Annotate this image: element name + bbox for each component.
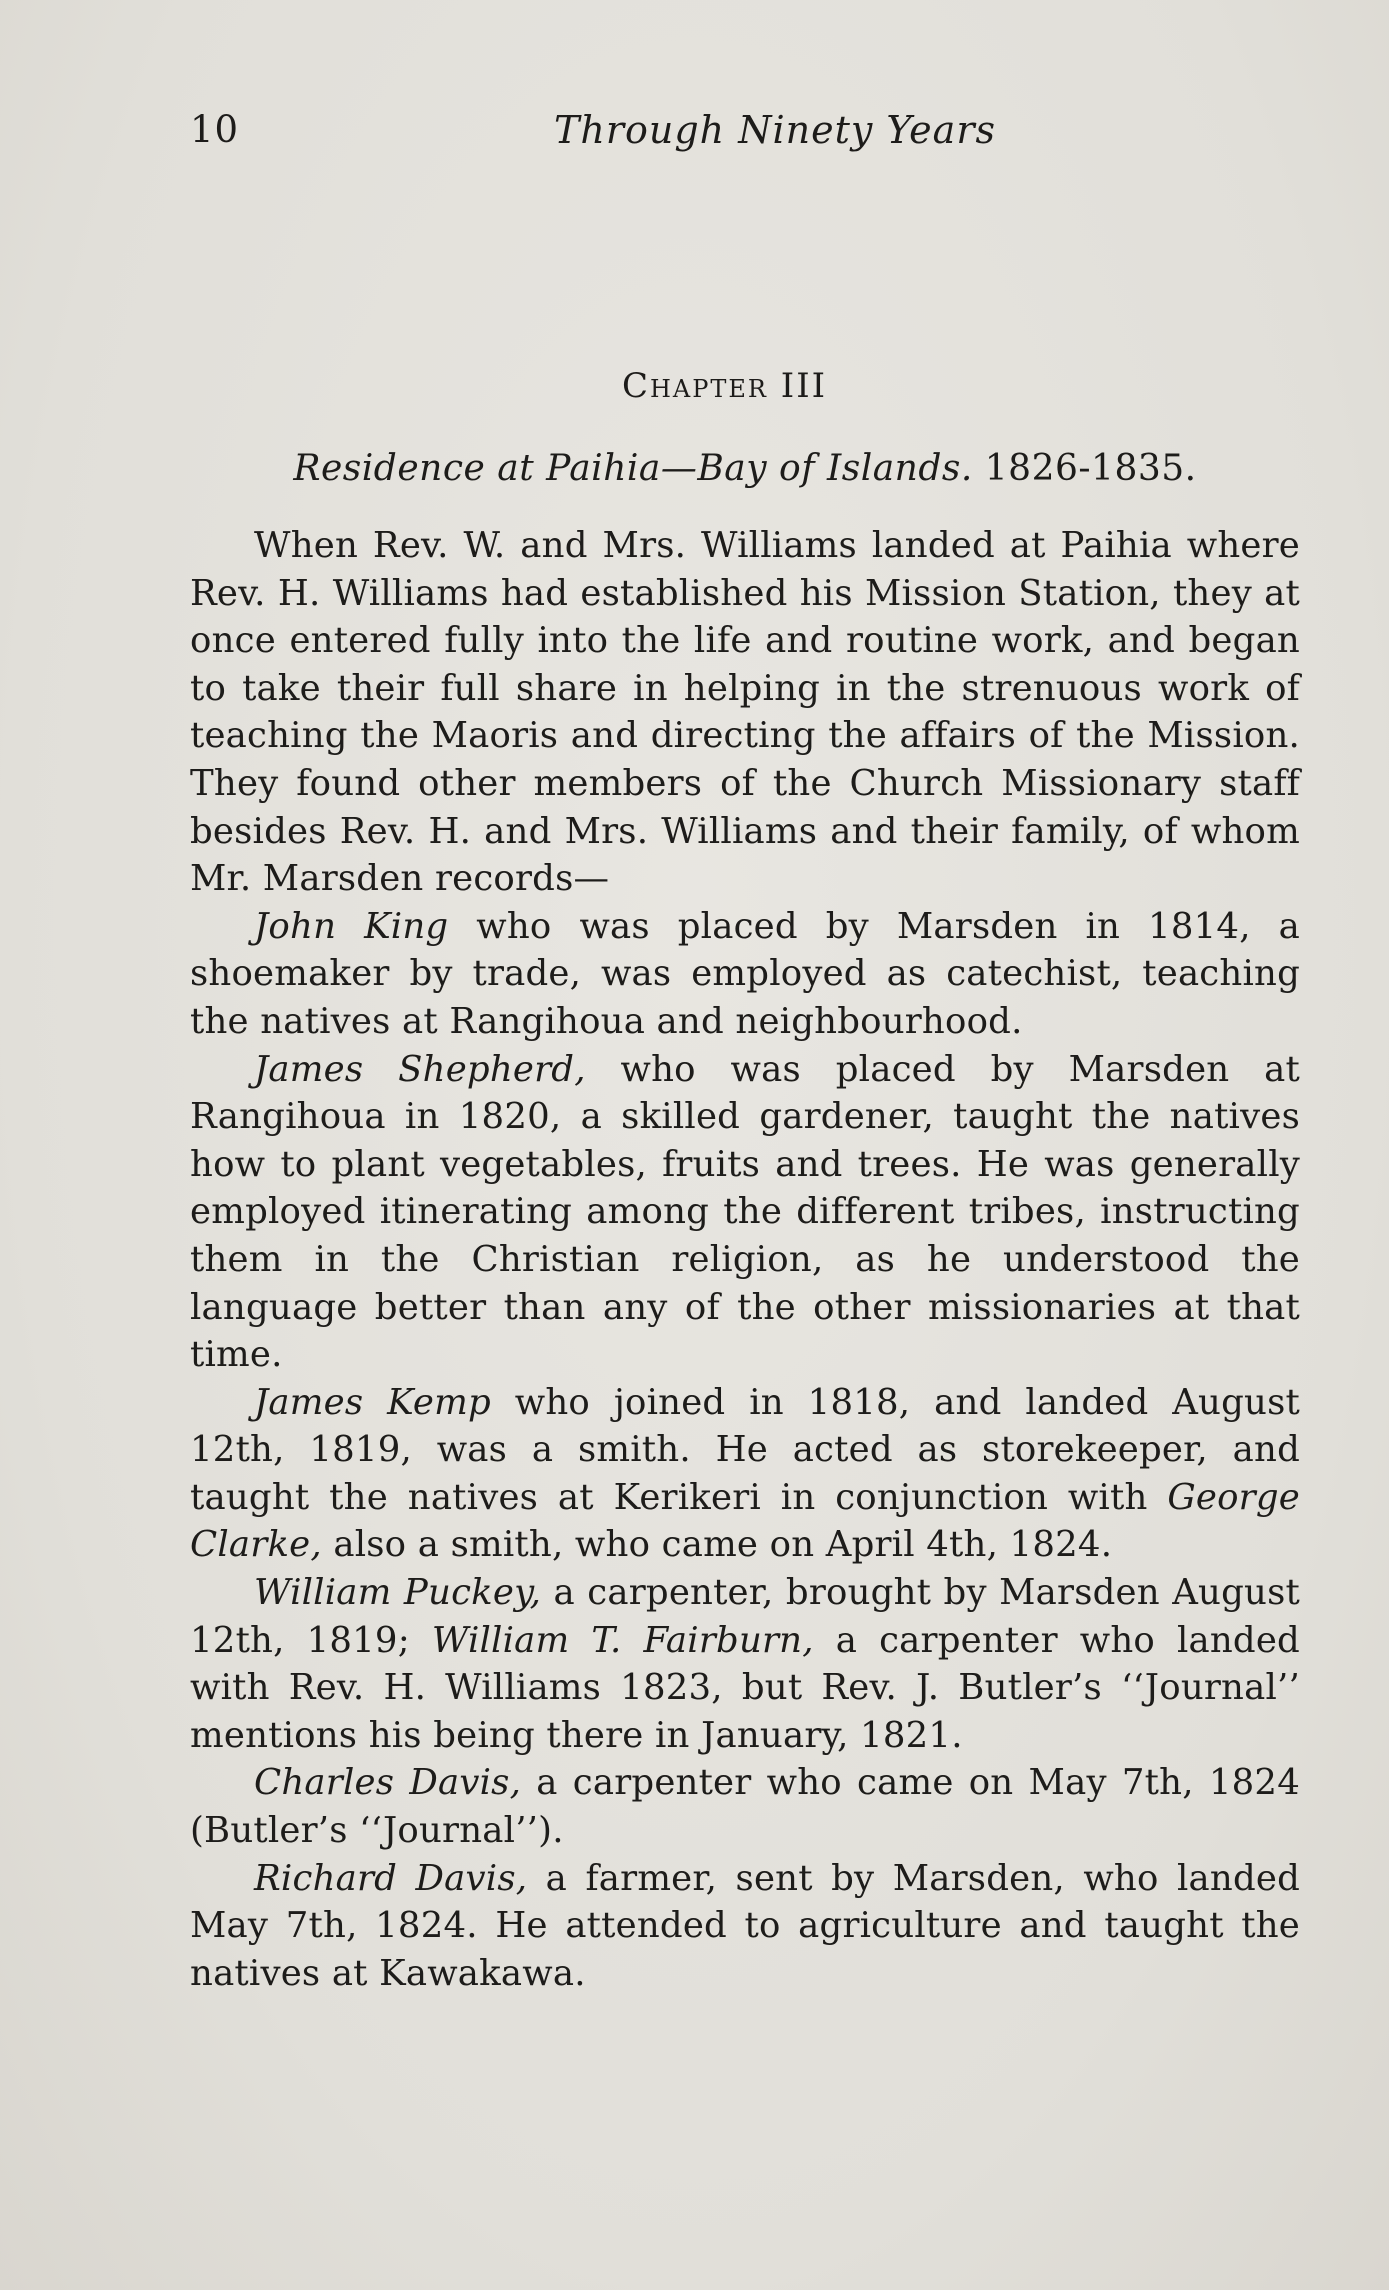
paragraph-text: who joined in 1818, and landed August 12th, 1819, was a smith. He acted as storekeeper, and taught the natives at Kerikeri in conjunction with [190, 1381, 1300, 1518]
paragraph-text: a carpenter who came on May 7th, 1824 (Butler’s ‘‘Journal’’). [190, 1762, 1300, 1852]
person-name: James Shepherd, [254, 1048, 586, 1090]
person-name: John King [254, 905, 449, 947]
chapter-subtitle-title: Residence at Paihia—Bay of Islands. [293, 448, 973, 489]
paragraph-james-kemp [190, 1379, 1300, 1569]
paragraph-john-king [190, 903, 1300, 1046]
chapter-subtitle-dates: 1826-1835. [984, 448, 1197, 489]
person-name: William Puckey, [254, 1572, 542, 1614]
body-text [190, 522, 1300, 1997]
person-name: Richard Davis, [254, 1857, 528, 1899]
paragraph-richard-davis [190, 1855, 1300, 1998]
running-title: Through Ninety Years [554, 108, 996, 152]
paragraph-text: who was placed by Marsden in 1814, a shoemaker by trade, was employed as catechist, teaching the natives at Rangihoua and neighbourhood. [190, 905, 1300, 1042]
paragraph-intro: When Rev. W. and Mrs. Williams landed at Paihia where Rev. H. Williams had established his Mission Station, they at once entered fully into the life and routine work, and began to take their full share in helping in the strenuous work of teaching the Maoris and directing the affairs of the Mission. They found other members of the Church Missionary staff besides Rev. H. and Mrs. Williams and their family, of whom Mr. Marsden records— [190, 525, 1300, 900]
paragraph-text: a farmer, sent by Marsden, who landed May 7th, 1824. He attended to agriculture and taught the natives at Kawakawa. [190, 1857, 1300, 1994]
paragraph-text: a carpenter who landed with Rev. H. Williams 1823, but Rev. J. Butler’s ‘‘Journal’’ mentions his being there in January, 1821. [190, 1619, 1300, 1756]
chapter-heading: Chapter III [621, 366, 828, 406]
chapter-subtitle [190, 448, 1300, 489]
paragraph-james-shepherd [190, 1046, 1300, 1379]
paragraph-william-puckey [190, 1569, 1300, 1759]
paragraph-text: a carpenter, brought by Marsden August 12th, 1819; [190, 1572, 1300, 1661]
person-name: George Clarke, [190, 1476, 1300, 1566]
page-number: 10 [190, 108, 240, 151]
person-name: William T. Fairburn, [431, 1619, 814, 1661]
paragraph-charles-davis [190, 1759, 1300, 1854]
paragraph-text: who was placed by Marsden at Rangihoua in 1820, a skilled gardener, taught the natives how to plant vegetables, fruits and trees. He was generally employed itinerating among the different tribes, instructing them in the Christian religion, as he understood the language better than any of the other missionaries at that time. [190, 1048, 1300, 1376]
person-name: Charles Davis, [254, 1762, 522, 1804]
running-head [190, 108, 1300, 158]
person-name: James Kemp [254, 1381, 491, 1423]
paragraph-text: also a smith, who came on April 4th, 1824. [321, 1524, 1113, 1566]
